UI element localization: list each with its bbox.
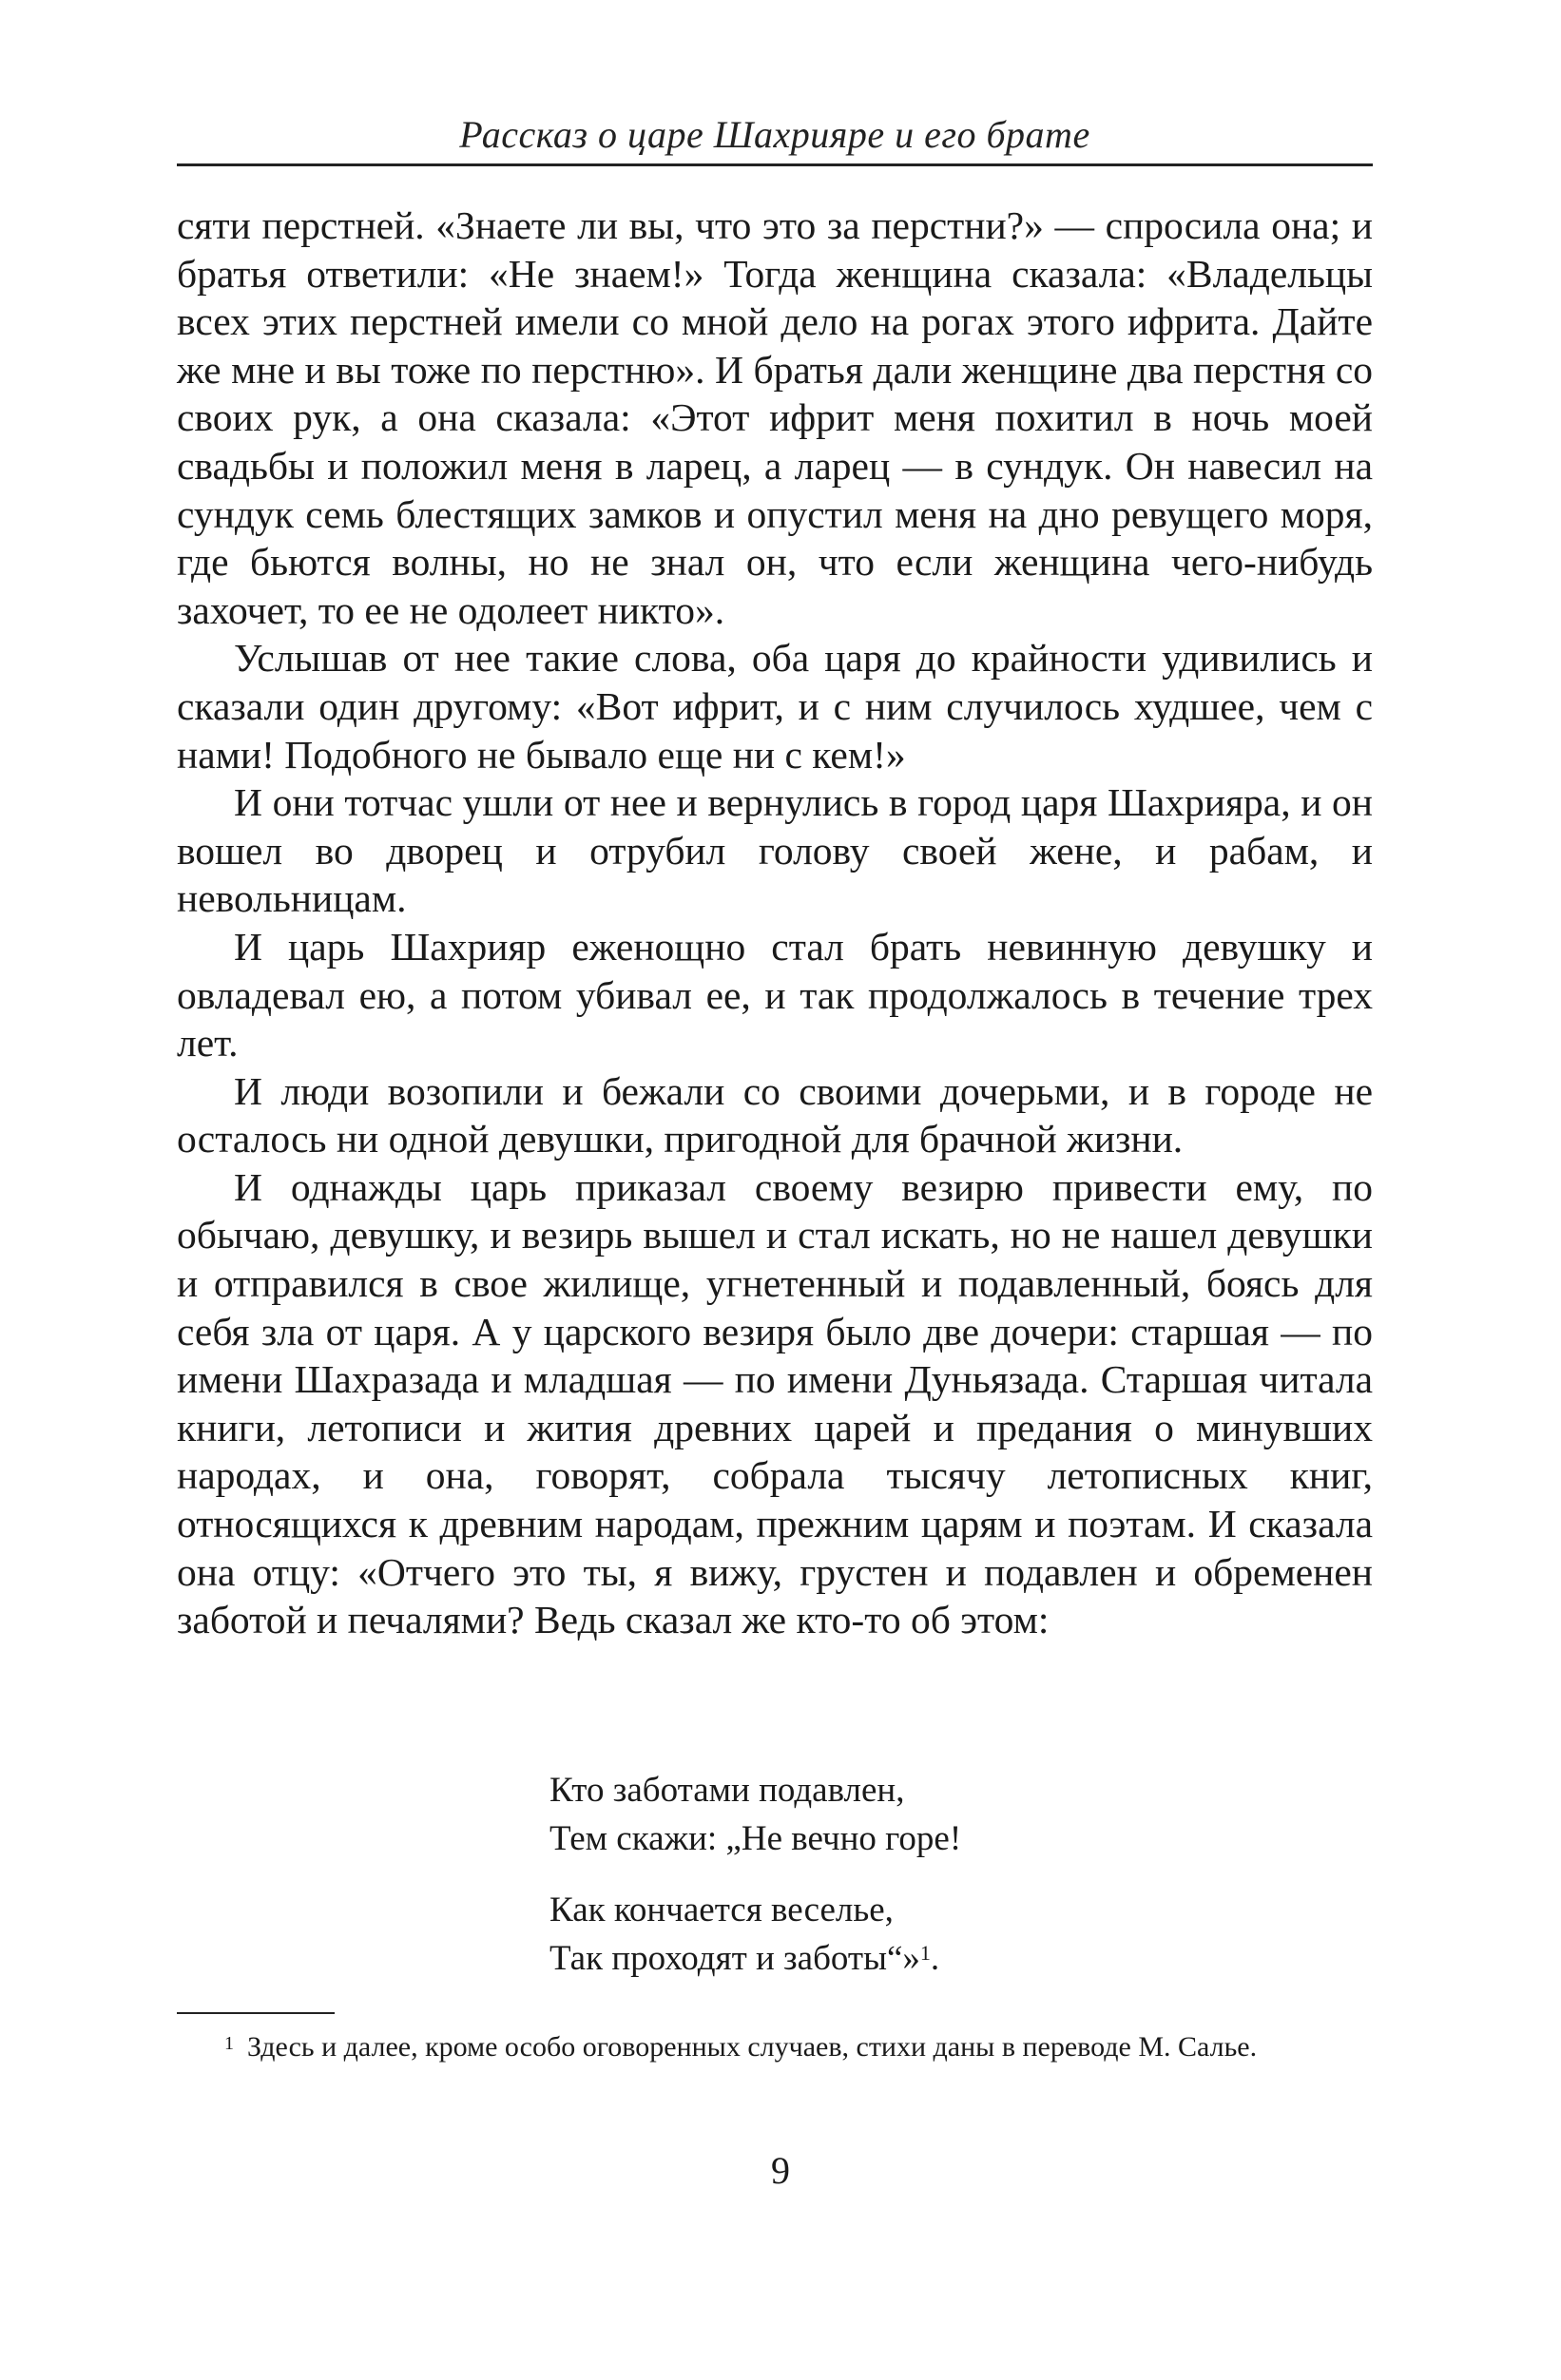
- verse: [549, 1766, 961, 2006]
- footnote-text: Здесь и далее, кроме особо оговоренных случаев, стихи даны в переводе М. Салье.: [247, 2031, 1258, 2063]
- paragraph: И они тотчас ушли от нее и вернулись в город царя Шахрияра, и он вошел во дворец и отрубил голову своей жене, и рабам, и невольницам.: [177, 780, 1373, 921]
- footnote: [177, 2028, 1373, 2066]
- verse-line: Кто заботами подавлен,: [549, 1771, 905, 1810]
- page-number: 9: [771, 2149, 790, 2192]
- paragraph: сяти перстней. «Знаете ли вы, что это за перстни?» — спросила она; и братья ответили: «Не знаем!» Тогда женщина сказала: «Владельцы всех этих перстней имели со мной дело на рогах этого ифрита. Дайте же мне и вы тоже по перстню». И братья дали женщине два перстня со своих рук, а она сказала: «Этот ифрит меня похитил в ночь моей свадьбы и положил меня в ларец, а ларец — в сундук. Он навесил на сундук семь блестящих замков и опустил меня на дно ревущего моря, где бьются волны, но не знал он, что если женщина чего-нибудь захочет, то ее не одолеет никто».: [177, 203, 1373, 632]
- paragraph: И однажды царь приказал своему везирю привести ему, по обычаю, девушку, и везирь вышел и стал искать, но не нашел девушки и отправился в свое жилище, угнетенный и подавленный, боясь для себя зла от царя. А у царского везиря было две дочери: старшая — по имени Шахразада и младшая — по имени Дуньязада. Старшая читала книги, летописи и жития древних царей и предания о минувших народах, и она, говорят, собрала тысячу летописных книг, относящихся к древним народам, прежним царям и поэтам. И сказала она отцу: «Отчего это ты, я вижу, грустен и подавлен и обременен заботой и печалями? Ведь сказал же кто-то об этом:: [177, 1164, 1373, 1642]
- main-text: [177, 202, 1373, 1644]
- running-head: Рассказ о царе Шахрияре и его брате: [459, 113, 1090, 156]
- header-rule: [177, 163, 1373, 166]
- paragraph: И люди возопили и бежали со своими дочерьми, и в городе не осталось ни одной девушки, пригодной для брачной жизни.: [177, 1068, 1373, 1161]
- footnote-rule: [177, 2012, 335, 2014]
- verse-line: Как кончается веселье,: [549, 1891, 894, 1929]
- footnote-reference[interactable]: 1: [919, 1941, 931, 1965]
- verse-line: Тем скажи: „Не вечно горе!: [549, 1819, 962, 1858]
- footnote-mark: 1: [224, 2033, 234, 2054]
- paragraph: Услышав от нее такие слова, оба царя до крайности удивились и сказали один другому: «Вот ифрит, и с ним случилось худшее, чем с нами! Подобного не бывало еще ни с кем!»: [177, 636, 1373, 777]
- verse-stanza: [549, 1766, 961, 1863]
- paragraph: И царь Шахрияр еженощно стал брать невинную девушку и овладевал ею, а потом убивал ее, и так продолжалось в течение трех лет.: [177, 924, 1373, 1065]
- verse-line: Так проходят и заботы“»: [549, 1939, 920, 1978]
- verse-line-with-ref: [549, 1934, 961, 1983]
- verse-stanza: [549, 1886, 961, 1983]
- verse-period: .: [930, 1939, 940, 1978]
